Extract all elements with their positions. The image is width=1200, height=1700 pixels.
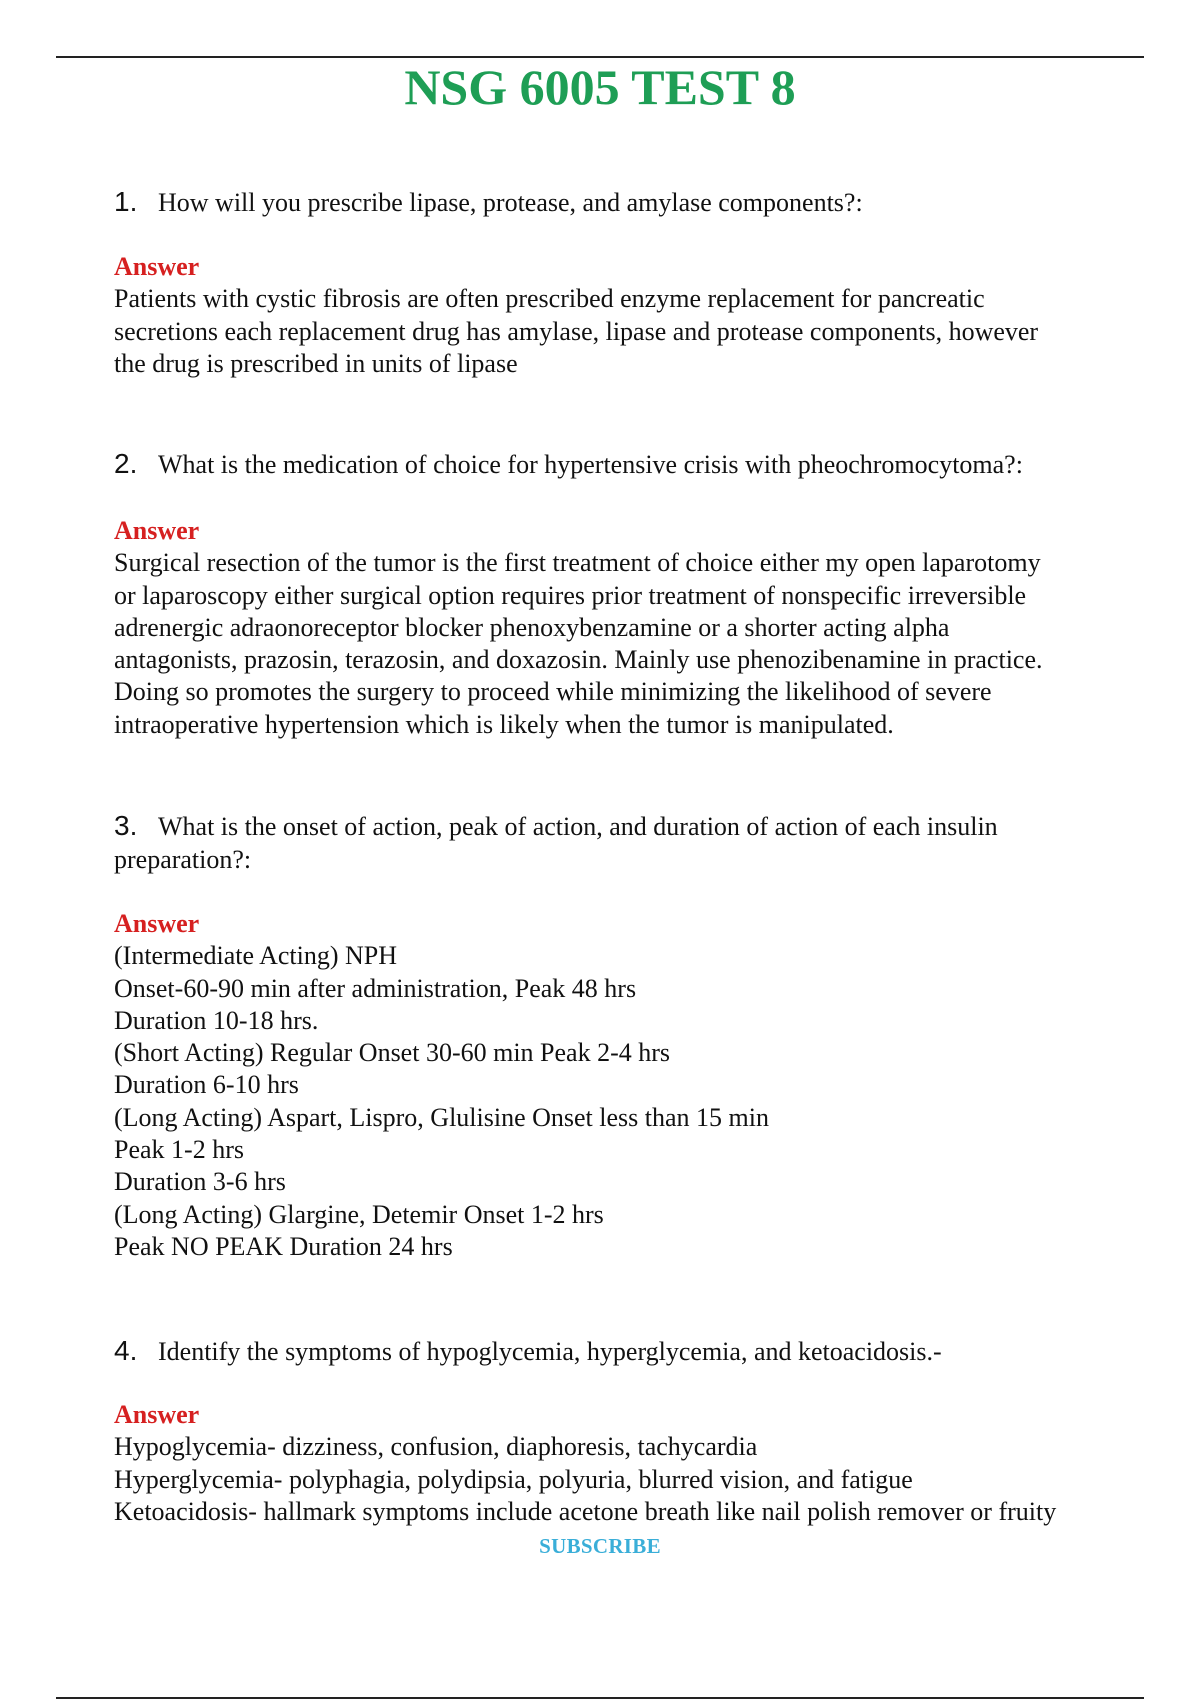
subscribe-link[interactable]: SUBSCRIBE	[539, 1534, 661, 1558]
answer-line: Peak NO PEAK Duration 24 hrs	[114, 1231, 453, 1261]
question-1	[114, 186, 1124, 220]
answer-line: Hyperglycemia- polyphagia, polydipsia, polyuria, blurred vision, and fatigue	[114, 1464, 913, 1494]
answer-line: adrenergic adraonoreceptor blocker phenoxybenzamine or a shorter acting alpha	[114, 612, 950, 642]
answer-line: (Long Acting) Aspart, Lispro, Glulisine Onset less than 15 min	[114, 1102, 769, 1132]
answer-line: Duration 3-6 hrs	[114, 1167, 286, 1197]
answer-line: or laparoscopy either surgical option requires prior treatment of nonspecific irreversible	[114, 580, 1027, 610]
answer-label: Answer	[114, 909, 200, 938]
question-text: How will you prescribe lipase, protease, and amylase components?:	[158, 188, 863, 217]
bottom-rule	[56, 1697, 1144, 1699]
answer-3	[114, 908, 1134, 1263]
answer-line: (Short Acting) Regular Onset 30-60 min Peak 2-4 hrs	[114, 1038, 671, 1068]
answer-label: Answer	[114, 252, 200, 281]
answer-line: intraoperative hypertension which is likely when the tumor is manipulated.	[114, 709, 894, 739]
page-title: NSG 6005 TEST 8	[404, 59, 796, 115]
answer-line: Onset-60-90 min after administration, Peak 48 hrs	[114, 973, 637, 1003]
question-2	[114, 448, 1124, 482]
answer-1	[114, 251, 1134, 380]
question-number: 3.	[114, 810, 138, 841]
question-number: 2.	[114, 448, 138, 479]
question-text: What is the onset of action, peak of action, and duration of action of each insulin	[158, 812, 998, 841]
question-text: What is the medication of choice for hypertensive crisis with pheochromocytoma?:	[158, 450, 1023, 479]
answer-line: Ketoacidosis- hallmark symptoms include acetone breath like nail polish remover or fruity	[114, 1496, 1057, 1526]
answer-line: (Long Acting) Glargine, Detemir Onset 1-2 hrs	[114, 1199, 604, 1229]
answer-line: Duration 6-10 hrs	[114, 1070, 299, 1100]
question-3	[114, 810, 1124, 876]
question-4	[114, 1335, 1124, 1369]
question-number: 4.	[114, 1335, 138, 1366]
answer-line: Duration 10-18 hrs.	[114, 1005, 319, 1035]
answer-line: Peak 1-2 hrs	[114, 1135, 244, 1165]
answer-line: (Intermediate Acting) NPH	[114, 941, 398, 971]
answer-line: antagonists, prazosin, terazosin, and doxazosin. Mainly use phenozibenamine in practice.	[114, 645, 1043, 675]
answer-line: Patients with cystic fibrosis are often prescribed enzyme replacement for pancreatic	[114, 284, 985, 314]
answer-line: secretions each replacement drug has amylase, lipase and protease components, however	[114, 316, 1039, 346]
answer-line: Doing so promotes the surgery to proceed while minimizing the likelihood of severe	[114, 677, 992, 707]
answer-2	[114, 515, 1134, 741]
question-text-line2: preparation?:	[114, 844, 252, 874]
answer-label: Answer	[114, 516, 200, 545]
answer-label: Answer	[114, 1400, 200, 1429]
answer-line: the drug is prescribed in units of lipase	[114, 348, 518, 378]
question-number: 1.	[114, 186, 138, 217]
answer-4	[114, 1399, 1134, 1528]
answer-line: Hypoglycemia- dizziness, confusion, diaphoresis, tachycardia	[114, 1432, 758, 1462]
question-text: Identify the symptoms of hypoglycemia, hyperglycemia, and ketoacidosis.-	[158, 1337, 942, 1366]
answer-line: Surgical resection of the tumor is the first treatment of choice either my open laparotomy	[114, 548, 1041, 578]
